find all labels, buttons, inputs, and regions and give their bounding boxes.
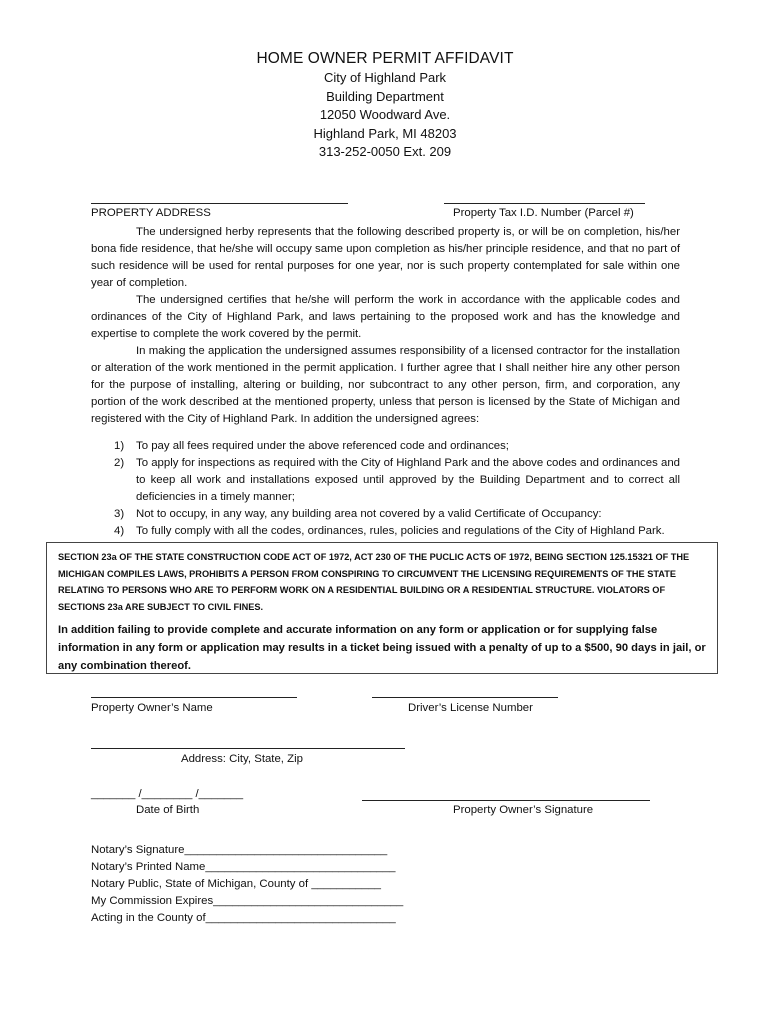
- list-item: [91, 523, 680, 540]
- paragraph-residence: The undersigned herby represents that the following described property is, or will be on completion, his/her bona fide residence, that he/she will occupy same upon completion as his/her principle residence, and that no part of such residence will be used for rental purposes for one year, nor is such property contemplated for sale within one year of completion.: [91, 226, 680, 289]
- owner-address-line[interactable]: [91, 748, 405, 749]
- commission-expires-field[interactable]: My Commission Expires______________________________: [91, 895, 404, 907]
- acting-county-field[interactable]: Acting in the County of______________________________: [91, 912, 396, 924]
- owner-signature-line[interactable]: [362, 800, 650, 801]
- document-title: HOME OWNER PERMIT AFFIDAVIT: [256, 50, 514, 67]
- notary-county-field[interactable]: Notary Public, State of Michigan, County of ___________: [91, 878, 382, 890]
- list-number: 1): [114, 440, 125, 452]
- list-number: 3): [114, 508, 125, 520]
- property-address-label: PROPERTY ADDRESS: [91, 207, 211, 219]
- paragraph-certification: The undersigned certifies that he/she will perform the work in accordance with the applicable codes and ordinances of the City of Highland Park, and laws pertaining to the proposed work and has the knowledge and expertise to complete the work covered by the permit.: [91, 294, 680, 340]
- notary-section: [91, 842, 403, 927]
- list-text: To apply for inspections as required with the City of Highland Park and the above codes and ordinances and to keep all work and installations exposed until approved by the Building Department and to correct all deficiencies in a timely manner;: [136, 457, 680, 503]
- affidavit-body: [91, 224, 680, 428]
- header-street: 12050 Woodward Ave.: [319, 107, 451, 122]
- license-number-label: Driver’s License Number: [408, 702, 533, 714]
- notary-signature-field[interactable]: Notary’s Signature________________________________: [91, 844, 388, 856]
- owner-signature-label: Property Owner’s Signature: [453, 804, 594, 816]
- list-item: [91, 438, 680, 455]
- list-number: 4): [114, 525, 125, 537]
- list-number: 2): [114, 457, 125, 469]
- agreements-list: [91, 438, 680, 540]
- header-city-state-zip: Highland Park, MI 48203: [313, 125, 457, 141]
- list-text: To fully comply with all the codes, ordinances, rules, policies and regulations of the City of Highland Park.: [136, 525, 665, 537]
- legal-notice-box: [46, 542, 718, 674]
- list-item: [91, 506, 680, 523]
- date-of-birth-field[interactable]: _______ /________ /_______: [91, 788, 244, 800]
- tax-id-label: Property Tax I.D. Number (Parcel #): [453, 207, 634, 219]
- property-address-line[interactable]: [91, 203, 348, 204]
- penalty-notice: In addition failing to provide complete and accurate information on any form or application or for supplying false information in any form or application may results in a ticket being issued with a penalty of up to a $500, 90 days in jail, or any combination thereof.: [58, 624, 706, 672]
- header-city: City of Highland Park: [323, 70, 447, 85]
- header-phone: 313-252-0050 Ext. 209: [318, 144, 452, 159]
- tax-id-line[interactable]: [444, 203, 645, 204]
- owner-name-label: Property Owner’s Name: [91, 702, 213, 714]
- header-department: Building Department: [326, 88, 444, 104]
- license-number-line[interactable]: [372, 697, 558, 698]
- list-text: To pay all fees required under the above referenced code and ordinances;: [136, 440, 509, 452]
- paragraph-responsibility: In making the application the undersigned assumes responsibility of a licensed contractor for the installation or alteration of the work mentioned in the permit application. I further agree that I shall neither hire any other person for the purpose of installing, altering or building, nor subcontract to any other person, firm, and corporation, any portion of the work described at the mentioned property, unless that person is licensed by the State of Michigan and registered with the City of Highland Park. In addition the undersigned agrees:: [91, 345, 680, 425]
- list-text: Not to occupy, in any way, any building area not covered by a valid Certificate of Occupancy:: [136, 508, 602, 520]
- header-address-block: [0, 69, 770, 162]
- list-item: [91, 455, 680, 506]
- notary-printed-name-field[interactable]: Notary’s Printed Name______________________________: [91, 861, 396, 873]
- owner-name-line[interactable]: [91, 697, 297, 698]
- section-23a-notice: SECTION 23a OF THE STATE CONSTRUCTION CODE ACT OF 1972, ACT 230 OF THE PUCLIC ACTS OF 1972, BEING SECTION 125.15321 OF THE MICHIGAN COMPILES LAWS, PROHIBITS A PERSON FROM CONSPIRING TO CIRCUMVENT THE LICENSING REQUIREMENTS OF THE STATE RELATING TO PERSONS WHO ARE TO PERFORM WORK ON A RESIDENTIAL BUILDING OR A RESIDENTIAL STRUCTURE. VIOLATORS OF SECTIONS 23a ARE SUBJECT TO CIVIL FINES.: [58, 552, 690, 612]
- owner-address-label: Address: City, State, Zip: [181, 753, 303, 765]
- date-of-birth-label: Date of Birth: [136, 804, 200, 816]
